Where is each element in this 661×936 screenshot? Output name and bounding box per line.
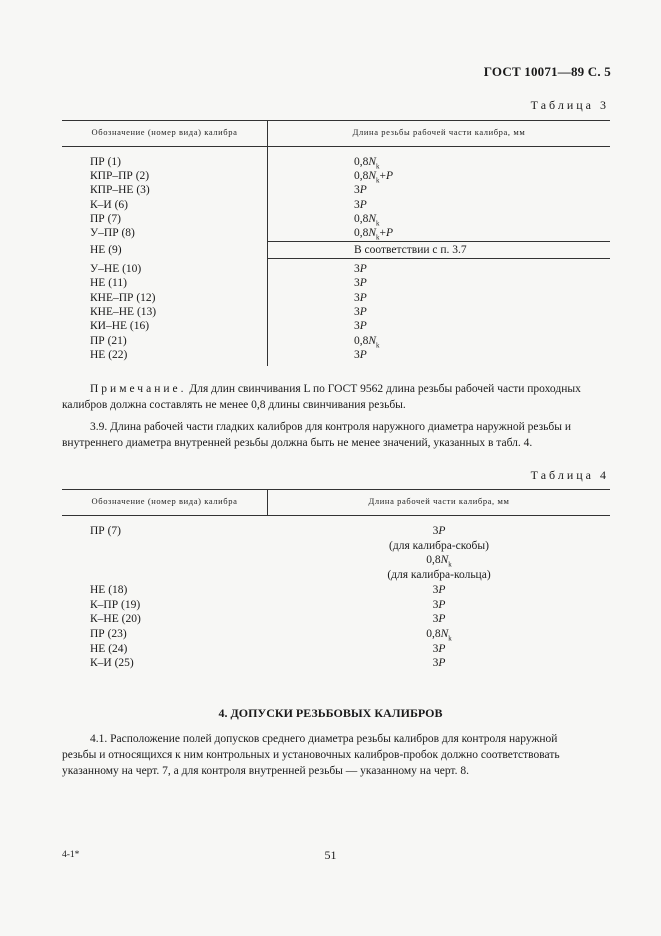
table3-caption: Таблица 3: [530, 98, 609, 112]
table3-column-divider: [267, 120, 268, 366]
value-cell: В соответствии с п. 3.7: [354, 244, 467, 256]
designation-cell: КИ–НЕ (16): [90, 320, 150, 333]
designation-cell: КПР–НЕ (3): [90, 184, 150, 197]
designation-cell: К–И (6): [90, 198, 129, 211]
designation-cell: ПР (21): [90, 334, 127, 347]
value-cell: $0,8N_k$: [354, 212, 380, 228]
value-cell: $0,8N_k$: [354, 156, 380, 171]
footer-mark: 4-1*: [62, 850, 80, 860]
page-number: 51: [324, 848, 337, 862]
table4-top-rule: [62, 489, 610, 490]
value-cell: 3P: [432, 583, 446, 596]
section4-line1: 4.1. Расположение полей допусков среднего диаметра резьбы калибров для контроля наружной: [90, 733, 558, 745]
value-cell: 3P: [354, 320, 367, 333]
note-text-line2: калибров должна составлять не менее 0,8 длины свинчивания резьбы.: [62, 399, 406, 411]
designation-cell: КНЕ–НЕ (13): [90, 305, 157, 318]
table3-header-rule: [62, 146, 610, 147]
designation-cell: НЕ (9): [90, 244, 122, 256]
designation-cell: НЕ (18): [90, 583, 128, 596]
value-cell: 3P: [432, 657, 446, 670]
value-cell: 3P: [354, 277, 367, 290]
value-cell: (для калибра-скобы): [389, 539, 489, 552]
value-cell: 3P: [432, 613, 446, 626]
section4-line2: резьбы и относящихся к ним контрольных и установочных калибров-пробок должно соответствовать: [62, 749, 560, 761]
designation-cell: К–НЕ (20): [90, 613, 141, 626]
value-cell: 3P: [354, 263, 367, 275]
value-cell: 3P: [354, 198, 367, 211]
designation-cell: К–ПР (19): [90, 598, 141, 611]
table4-column-divider: [267, 489, 268, 516]
value-cell: 3P: [432, 525, 446, 537]
note-label: Примечание.: [90, 383, 187, 395]
table4-caption: Таблица 4: [530, 468, 609, 482]
designation-cell: У–ПР (8): [90, 227, 135, 239]
value-cell: 3P: [432, 598, 446, 611]
designation-cell: НЕ (11): [90, 277, 127, 290]
table3-col1-header: Обозначение (номер вида) калибра: [91, 127, 238, 137]
value-cell: $0,8N_k$: [426, 627, 452, 643]
designation-cell: У–НЕ (10): [90, 263, 142, 275]
value-cell: 3P: [354, 348, 367, 361]
value-cell: (для калибра-кольца): [387, 569, 491, 582]
table4-header-rule: [62, 515, 610, 516]
value-cell: 3P: [432, 642, 446, 655]
value-cell: $0,8N_k$: [426, 554, 452, 569]
note-text-line1: Для длин свинчивания L по ГОСТ 9562 длина резьбы рабочей части проходных: [189, 383, 581, 395]
value-cell: 3P: [354, 184, 367, 197]
value-cell: $0,8N_k+P$: [354, 170, 394, 185]
designation-cell: КПР–ПР (2): [90, 170, 150, 183]
designation-cell: ПР (1): [90, 156, 121, 168]
designation-cell: КНЕ–ПР (12): [90, 291, 156, 304]
page-header: ГОСТ 10071—89 С. 5: [483, 64, 611, 79]
value-cell: 3P: [354, 305, 367, 318]
value-cell: 3P: [354, 291, 367, 304]
designation-cell: ПР (7): [90, 212, 121, 225]
value-cell: $0,8N_k$: [354, 334, 380, 349]
table3-row-rule-lower: [268, 258, 610, 259]
table4-col2-header: Длина рабочей части калибра, мм: [368, 496, 510, 506]
para-3-9-line2: внутреннего диаметра внутренней резьбы должна быть не менее значений, указанных в табл. 4.: [62, 437, 533, 449]
designation-cell: ПР (7): [90, 525, 121, 537]
table3-top-rule: [62, 120, 610, 121]
table3-col2-header: Длина резьбы рабочей части калибра, мм: [352, 127, 526, 137]
value-cell: $0,8N_k+P$: [354, 227, 394, 242]
table3-row-rule-upper: [268, 241, 610, 242]
para-3-9-line1: 3.9. Длина рабочей части гладких калибров для контроля наружного диаметра наружной резьбы и: [90, 421, 572, 433]
designation-cell: НЕ (24): [90, 642, 128, 655]
designation-cell: К–И (25): [90, 657, 134, 670]
designation-cell: ПР (23): [90, 627, 127, 640]
note-line1: [90, 381, 581, 397]
section4-title: 4. ДОПУСКИ РЕЗЬБОВЫХ КАЛИБРОВ: [218, 706, 443, 720]
designation-cell: НЕ (22): [90, 348, 128, 361]
table4-col1-header: Обозначение (номер вида) калибра: [91, 496, 238, 506]
section4-line3: указанному на черт. 7, а для контроля внутренней резьбы — указанному на черт. 8.: [62, 765, 469, 777]
